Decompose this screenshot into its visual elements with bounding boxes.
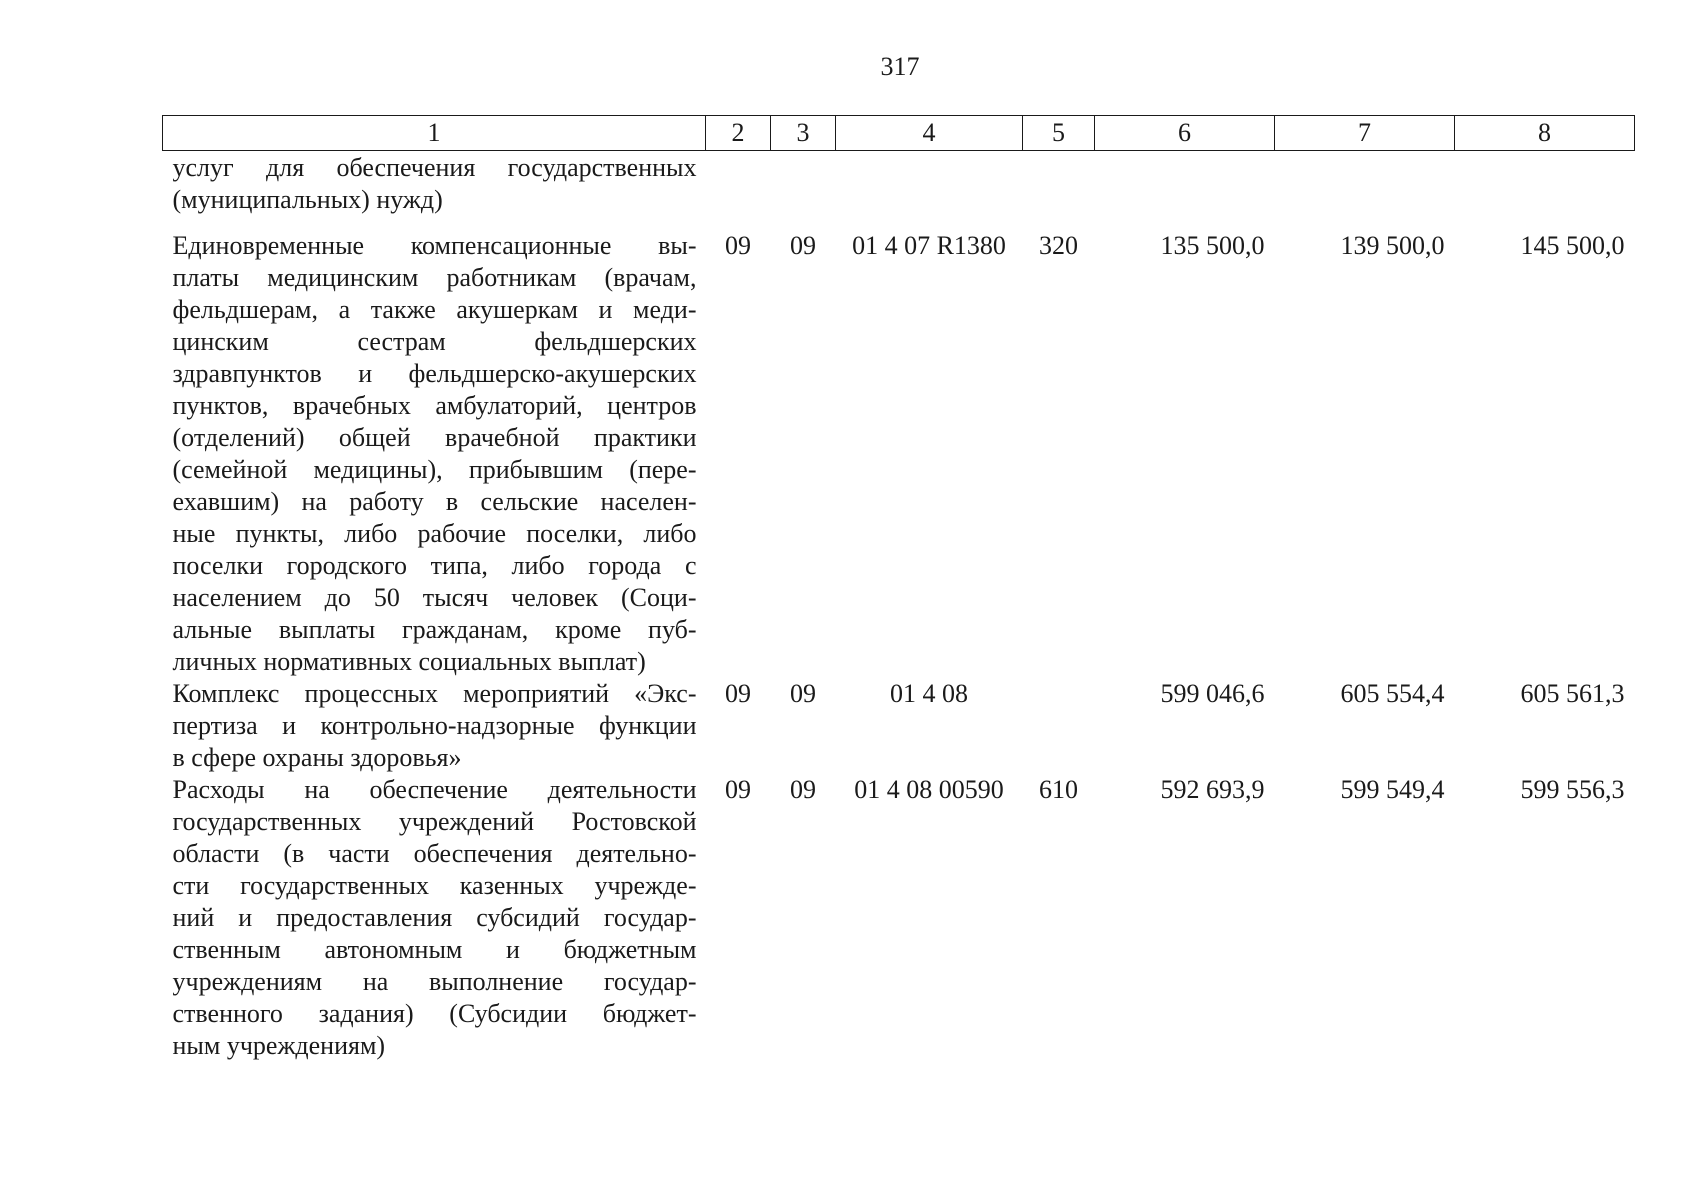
header-col-1: 1 — [163, 116, 706, 151]
header-col-6: 6 — [1095, 116, 1275, 151]
description-line: государственных учреждений Ростовской — [172, 807, 697, 836]
table-row — [163, 678, 1635, 774]
row-description — [163, 774, 706, 1062]
expense-type-code: 320 — [1039, 231, 1078, 260]
header-col-5: 5 — [1023, 116, 1095, 151]
description-line: поселки городского типа, либо города с — [172, 551, 697, 580]
table-row — [163, 774, 1635, 1062]
target-article-code: 01 4 07 R1380 — [852, 231, 1006, 260]
header-col-4: 4 — [836, 116, 1023, 151]
header-col-8: 8 — [1455, 116, 1635, 151]
description-line: в сфере охраны здоровья» — [172, 743, 462, 772]
description-line: населением до 50 тысяч человек (Соци- — [172, 583, 697, 612]
section-code: 09 — [725, 775, 751, 804]
amount-col-7: 599 549,4 — [1340, 775, 1445, 804]
description-line: Комплекс процессных мероприятий «Экс- — [172, 679, 697, 708]
amount-col-7 — [1275, 151, 1455, 231]
page-number: 317 — [880, 52, 920, 81]
section-code: 09 — [725, 679, 751, 708]
description-line: учреждениям на выполнение государ- — [172, 967, 697, 996]
subsection-code: 09 — [790, 231, 816, 260]
amount-col-6 — [1095, 151, 1275, 231]
subsection-code: 09 — [790, 679, 816, 708]
budget-table — [162, 115, 1635, 1062]
description-line: Единовременные компенсационные вы- — [172, 231, 697, 260]
target-article-code: 01 4 08 00590 — [854, 775, 1004, 804]
target-article-code: 01 4 08 — [890, 679, 968, 708]
row-description — [163, 151, 706, 231]
row-description — [163, 678, 706, 774]
description-line: ехавшим) на работу в сельские населен- — [172, 487, 697, 516]
description-line: сти государственных казенных учрежде- — [172, 871, 697, 900]
description-line: (семейной медицины), прибывшим (пере- — [172, 455, 697, 484]
header-col-7: 7 — [1275, 116, 1455, 151]
amount-col-8: 145 500,0 — [1520, 231, 1625, 260]
amount-col-7: 605 554,4 — [1340, 679, 1445, 708]
amount-col-8: 605 561,3 — [1520, 679, 1625, 708]
amount-col-6: 592 693,9 — [1160, 775, 1265, 804]
description-line: ные пункты, либо рабочие поселки, либо — [172, 519, 697, 548]
header-row — [163, 116, 1635, 151]
subsection-code — [771, 151, 836, 231]
description-line: пертиза и контрольно-надзорные функции — [172, 711, 697, 740]
description-line: (муниципальных) нужд) — [172, 185, 443, 214]
expense-type-code — [1023, 678, 1095, 774]
table-body — [163, 151, 1635, 1063]
description-line: ным учреждениям) — [172, 1031, 386, 1060]
description-line: ственным автономным и бюджетным — [172, 935, 697, 964]
description-line: фельдшерам, а также акушеркам и меди- — [172, 295, 697, 324]
table-row — [163, 151, 1635, 231]
amount-col-7: 139 500,0 — [1340, 231, 1445, 260]
expense-type-code: 610 — [1039, 775, 1078, 804]
amount-col-8: 599 556,3 — [1520, 775, 1625, 804]
description-line: пунктов, врачебных амбулаторий, центров — [172, 391, 697, 420]
description-line: Расходы на обеспечение деятельности — [172, 775, 697, 804]
row-description — [163, 230, 706, 678]
description-line: услуг для обеспечения государственных — [172, 153, 697, 182]
expense-type-code — [1023, 151, 1095, 231]
header-col-3: 3 — [771, 116, 836, 151]
section-code: 09 — [725, 231, 751, 260]
description-line: ственного задания) (Субсидии бюджет- — [172, 999, 697, 1028]
description-line: (отделений) общей врачебной практики — [172, 423, 697, 452]
description-line: альные выплаты гражданам, кроме пуб- — [172, 615, 697, 644]
amount-col-8 — [1455, 151, 1635, 231]
table-header — [163, 116, 1635, 151]
table-row — [163, 230, 1635, 678]
header-col-2: 2 — [706, 116, 771, 151]
amount-col-6: 135 500,0 — [1160, 231, 1265, 260]
amount-col-6: 599 046,6 — [1160, 679, 1265, 708]
description-line: здравпунктов и фельдшерско-акушерских — [172, 359, 697, 388]
description-line: платы медицинским работникам (врачам, — [172, 263, 697, 292]
description-line: личных нормативных социальных выплат) — [172, 647, 646, 676]
subsection-code: 09 — [790, 775, 816, 804]
description-line: ний и предоставления субсидий государ- — [172, 903, 697, 932]
section-code — [706, 151, 771, 231]
target-article-code — [836, 151, 1023, 231]
description-line: цинским сестрам фельдшерских — [172, 327, 697, 356]
description-line: области (в части обеспечения деятельно- — [172, 839, 697, 868]
